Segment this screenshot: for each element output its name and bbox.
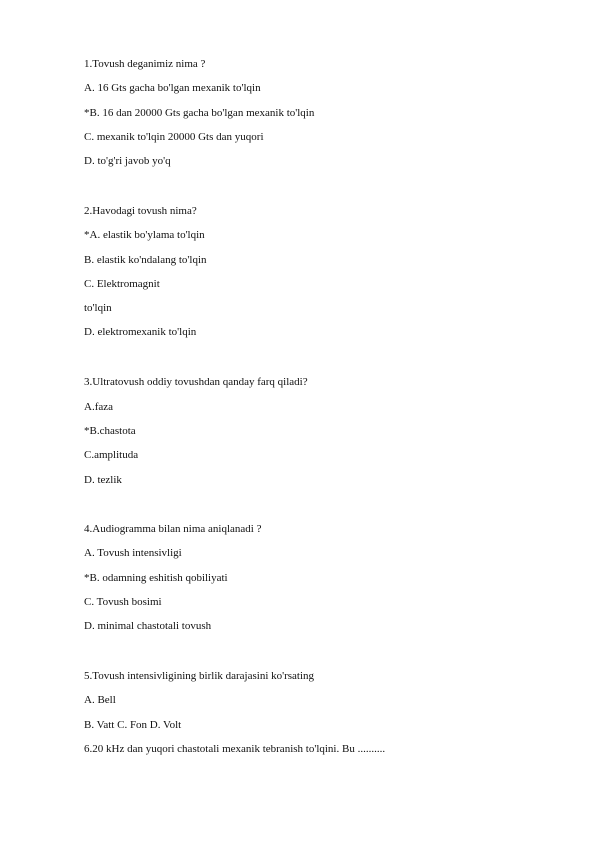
question-2-prompt: 2.Havodagi tovush nima?: [84, 205, 197, 217]
question-1-option-d: D. to'g'ri javob yo'q: [84, 155, 171, 167]
question-3-option-c: C.amplituda: [84, 449, 139, 461]
question-2-option-c: C. Elektromagnit: [84, 278, 160, 290]
question-1-option-b: *B. 16 dan 20000 Gts gacha bo'lgan mexanik to'lqin: [84, 107, 315, 119]
question-6-prompt: 6.20 kHz dan yuqori chastotali mexanik tebranish to'lqini. Bu ..........: [84, 743, 386, 755]
question-4-prompt: 4.Audiogramma bilan nima aniqlanadi ?: [84, 523, 262, 535]
question-2-option-c-continued: to'lqin: [84, 302, 112, 314]
question-4-option-a: A. Tovush intensivligi: [84, 547, 182, 559]
question-2-option-b: B. elastik ko'ndalang to'lqin: [84, 254, 207, 266]
question-5-option-b: B. Vatt C. Fon D. Volt: [84, 719, 182, 731]
question-2-option-d: D. elektromexanik to'lqin: [84, 326, 197, 338]
question-4-option-c: C. Tovush bosimi: [84, 596, 162, 608]
question-2-option-a: *A. elastik bo'ylama to'lqin: [84, 229, 205, 241]
question-3-option-b: *B.chastota: [84, 425, 136, 437]
question-3-option-d: D. tezlik: [84, 474, 122, 486]
question-1-option-a: A. 16 Gts gacha bo'lgan mexanik to'lqin: [84, 82, 261, 94]
question-4-option-b: *B. odamning eshitish qobiliyati: [84, 572, 228, 584]
question-3-option-a: A.faza: [84, 401, 114, 413]
question-4-option-d: D. minimal chastotali tovush: [84, 620, 212, 632]
question-5-prompt: 5.Tovush intensivligining birlik darajasini ko'rsating: [84, 670, 315, 682]
question-3-prompt: 3.Ultratovush oddiy tovushdan qanday farq qiladi?: [84, 376, 308, 388]
question-1-option-c: C. mexanik to'lqin 20000 Gts dan yuqori: [84, 131, 264, 143]
question-5-option-a: A. Bell: [84, 694, 116, 706]
question-1-prompt: 1.Tovush deganimiz nima ?: [84, 58, 206, 70]
